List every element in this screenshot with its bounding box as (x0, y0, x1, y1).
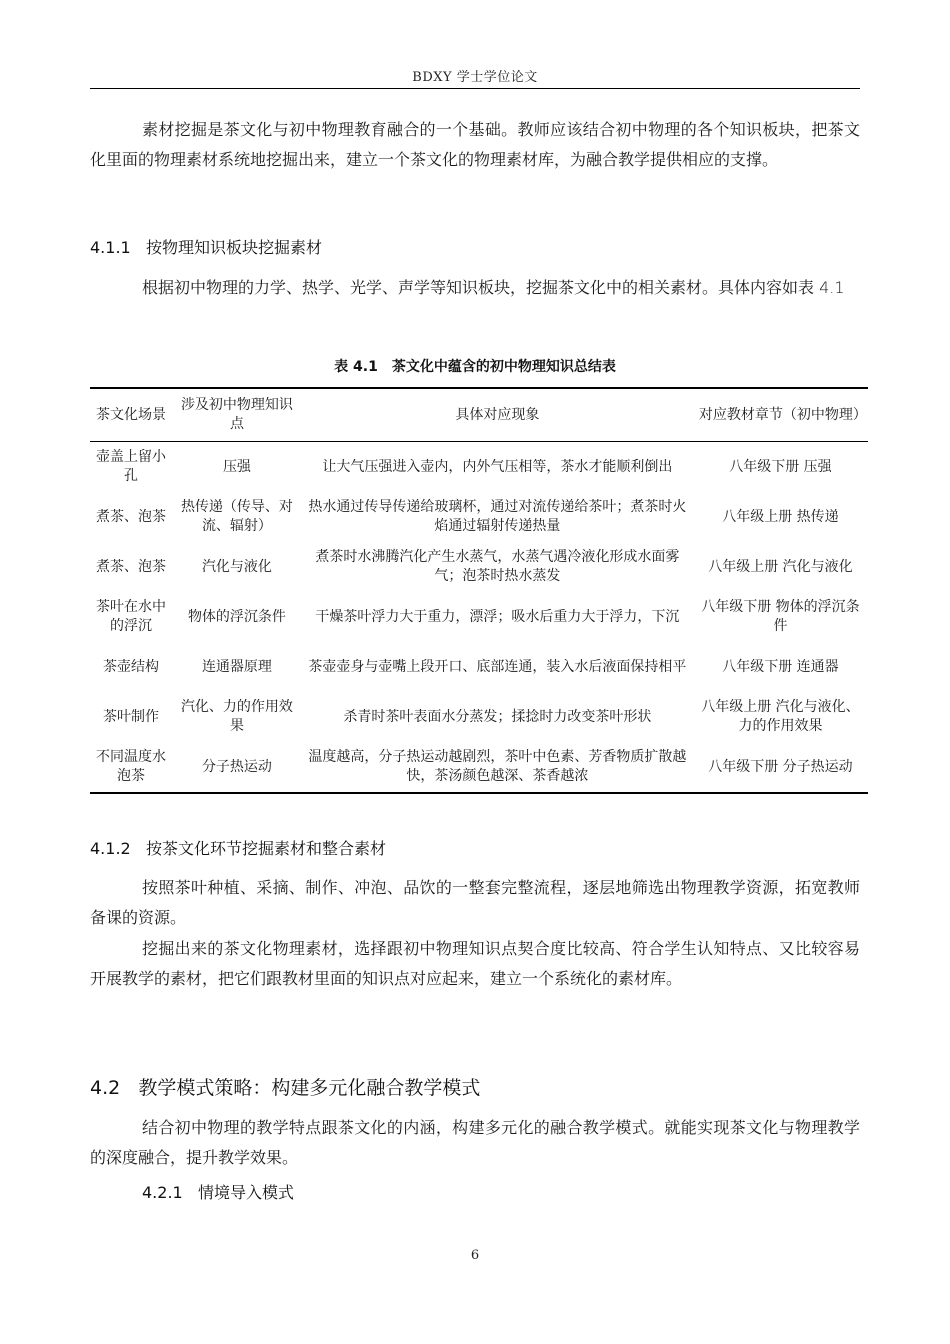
table-cell: 压强 (222, 458, 251, 475)
table-row (90, 542, 868, 592)
table-cell: 汽化、力的作用效果 (180, 699, 293, 734)
table-cell: 茶壶结构 (103, 658, 160, 675)
table-header-cell: 茶文化场景 (96, 406, 167, 423)
table-cell: 茶叶在水中的浮沉 (96, 599, 167, 634)
section-title: 教学模式策略：构建多元化融合教学模式 (138, 1077, 481, 1099)
table-cell: 茶壶壶身与壶嘴上段开口、底部连通，装入水后液面保持相平 (308, 658, 687, 675)
paragraph-knowledge-blocks: 根据初中物理的力学、热学、光学、声学等知识板块，挖掘茶文化中的相关素材。具体内容如表 4.1 (142, 278, 845, 297)
table-cell: 八年级下册 压强 (729, 458, 832, 475)
header-rule (90, 88, 860, 89)
table-cell: 不同温度水泡茶 (96, 749, 167, 784)
table-cell: 八年级下册 物体的浮沉条件 (701, 599, 860, 634)
table-cell: 八年级上册 汽化与液化、力的作用效果 (701, 699, 860, 734)
table-cell: 茶叶制作 (103, 708, 160, 725)
section-number: 4.1.2 (90, 839, 131, 858)
table-cell: 杀青时茶叶表面水分蒸发；揉捻时力改变茶叶形状 (343, 708, 652, 725)
section-title: 按茶文化环节挖掘素材和整合素材 (145, 839, 386, 858)
table-cell: 分子热运动 (201, 758, 272, 775)
table-header-cell: 具体对应现象 (455, 406, 540, 423)
table-cell: 八年级下册 连通器 (722, 658, 839, 675)
table-cell: 八年级上册 汽化与液化 (708, 558, 853, 575)
table-header-row (90, 388, 868, 442)
section-number: 4.1.1 (90, 238, 131, 257)
table-cell: 热传递（传导、对流、辐射） (180, 499, 293, 534)
table-cell: 壶盖上留小孔 (96, 449, 167, 484)
table-cell: 煮茶、泡茶 (96, 558, 167, 575)
table-cell: 煮茶时水沸腾汽化产生水蒸气，水蒸气遇冷液化形成水面雾气；泡茶时热水蒸发 (315, 549, 680, 584)
section-title: 情境导入模式 (197, 1183, 294, 1202)
table-cell: 让大气压强进入壶内，内外气压相等，茶水才能顺利倒出 (322, 458, 673, 475)
page-number: 6 (470, 1248, 480, 1263)
section-heading-4-2 (90, 1073, 480, 1100)
table-cell: 连通器原理 (201, 658, 272, 675)
paragraph-tea-process: 按照茶叶种植、采摘、制作、冲泡、品饮的一整套完整流程，逐层地筛选出物理教学资源，拓宽教师备课的资源。 (90, 878, 860, 927)
table-row (90, 442, 868, 493)
running-header: BDXY 学士学位论文 (412, 70, 538, 85)
table-cell: 八年级下册 分子热运动 (708, 758, 853, 775)
table-cell: 温度越高，分子热运动越剧烈，茶叶中色素、芳香物质扩散越快，茶汤颜色越深、茶香越浓 (308, 749, 687, 784)
table-cell: 干燥茶叶浮力大于重力，漂浮；吸水后重力大于浮力，下沉 (315, 608, 680, 625)
table-cell: 八年级上册 热传递 (722, 508, 839, 525)
paragraph-material-library: 挖掘出来的茶文化物理素材，选择跟初中物理知识点契合度比较高、符合学生认知特点、又比较容易开展教学的素材，把它们跟教材里面的知识点对应起来，建立一个系统化的素材库。 (90, 939, 860, 988)
section-number: 4.2.1 (142, 1183, 183, 1202)
paragraph-teaching-mode: 结合初中物理的教学特点跟茶文化的内涵，构建多元化的融合教学模式。就能实现茶文化与物理教学的深度融合，提升教学效果。 (90, 1118, 860, 1167)
physics-knowledge-table (90, 387, 868, 794)
table-row (90, 592, 868, 642)
paragraph-intro: 素材挖掘是茶文化与初中物理教育融合的一个基础。教师应该结合初中物理的各个知识板块，把茶文化里面的物理素材系统地挖掘出来，建立一个茶文化的物理素材库，为融合教学提供相应的支撑。 (90, 120, 860, 169)
table-header-cell: 涉及初中物理知识点 (180, 397, 293, 432)
section-heading-4-2-1 (142, 1180, 294, 1203)
table-cell: 物体的浮沉条件 (187, 608, 286, 625)
section-heading-4-1-1 (90, 235, 322, 258)
table-cell: 热水通过传导传递给玻璃杯，通过对流传递给茶叶；煮茶时火焰通过辐射传递热量 (308, 499, 687, 534)
section-number: 4.2 (90, 1077, 121, 1099)
table-row (90, 742, 868, 793)
table-row (90, 492, 868, 542)
table-cell: 煮茶、泡茶 (96, 508, 167, 525)
section-heading-4-1-2 (90, 836, 386, 859)
section-title: 按物理知识板块挖掘素材 (145, 238, 322, 257)
table-cell: 汽化与液化 (201, 558, 272, 575)
table-row (90, 692, 868, 742)
table-row (90, 642, 868, 692)
table-caption: 表 4.1 茶文化中蕴含的初中物理知识总结表 (334, 359, 616, 375)
table-header-cell: 对应教材章节（初中物理） (698, 406, 867, 423)
